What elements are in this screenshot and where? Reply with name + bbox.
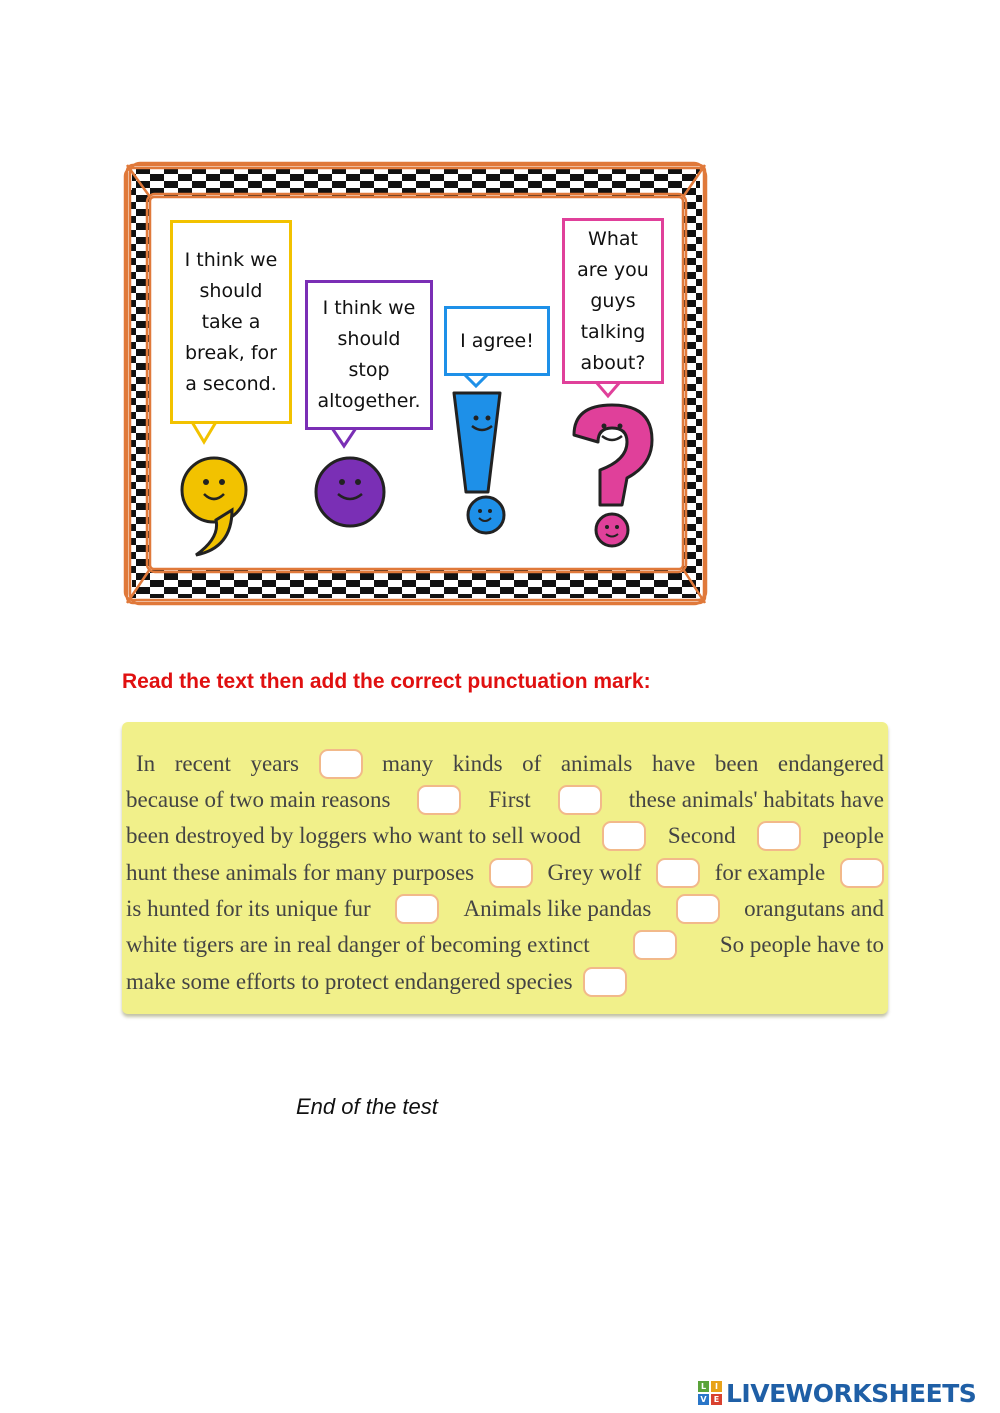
passage-line-6	[126, 927, 884, 963]
passage-word: recent	[174, 751, 231, 776]
exclamation-speech-text: I agree!	[460, 329, 534, 352]
full-stop-speech-bubble	[305, 280, 433, 430]
passage-word: have	[651, 751, 696, 776]
passage-word: animals	[560, 751, 633, 776]
punctuation-blank-2[interactable]	[417, 785, 461, 815]
passage-line-7	[126, 964, 884, 1000]
logo-mark-letter: E	[711, 1394, 722, 1405]
passage-text: been destroyed by loggers who want to sell wood	[126, 823, 581, 848]
passage-text: First	[488, 787, 531, 812]
passage-text: orangutans and	[744, 896, 884, 921]
passage-word: years	[250, 751, 299, 776]
full-stop-character	[316, 458, 384, 526]
passage-text: is hunted for its unique fur	[126, 896, 371, 921]
punctuation-blank-7[interactable]	[656, 858, 700, 888]
liveworksheets-logo-text: LIVEWORKSHEETS	[726, 1378, 977, 1408]
passage-text: white tigers are in real danger of becoming extinct	[126, 932, 590, 957]
passage-box	[122, 722, 888, 1014]
punctuation-blank-6[interactable]	[489, 858, 533, 888]
passage-word: many	[382, 751, 434, 776]
passage-text: Grey wolf	[547, 860, 642, 885]
passage-text: these animals' habitats have	[628, 787, 884, 812]
full-stop-speech-text: I think we should stop altogether.	[317, 297, 421, 412]
passage-word: of	[522, 751, 542, 776]
question-speech-text: What are you guys talking about?	[577, 227, 649, 374]
passage-word: been	[714, 751, 759, 776]
passage-text: hunt these animals for many purposes	[126, 860, 475, 885]
passage-line-4	[126, 855, 884, 891]
passage-line-3	[126, 818, 884, 854]
end-of-test-text: End of the test	[296, 1094, 438, 1119]
passage-text: Second	[667, 823, 736, 848]
punctuation-blank-8[interactable]	[840, 858, 884, 888]
punctuation-poster	[122, 160, 710, 608]
passage-text: make some efforts to protect endangered species	[126, 969, 573, 994]
passage-word: In	[136, 751, 156, 776]
question-speech-bubble	[562, 218, 664, 384]
passage-line-5	[126, 891, 884, 927]
passage-text: Animals like pandas	[463, 896, 652, 921]
punctuation-blank-3[interactable]	[558, 785, 602, 815]
punctuation-blank-9[interactable]	[395, 894, 439, 924]
comma-speech-text: I think we should take a break, for a second.	[184, 248, 278, 395]
punctuation-blank-12[interactable]	[583, 967, 627, 997]
passage-text: people	[822, 823, 884, 848]
passage-word: endangered	[777, 751, 884, 776]
logo-mark-letter: L	[698, 1381, 709, 1392]
passage-line-2	[126, 782, 884, 818]
liveworksheets-logo-icon	[698, 1381, 722, 1405]
punctuation-blank-11[interactable]	[633, 930, 677, 960]
passage-text: for example	[714, 860, 826, 885]
passage-line-1	[136, 746, 884, 782]
logo-mark-letter: V	[698, 1394, 709, 1405]
passage-text: because of two main reasons	[126, 787, 391, 812]
instruction-heading: Read the text then add the correct punctuation mark:	[122, 670, 651, 693]
punctuation-blank-4[interactable]	[602, 821, 646, 851]
comma-speech-bubble	[170, 220, 292, 424]
punctuation-blank-1[interactable]	[319, 749, 363, 779]
logo-mark-letter: I	[711, 1381, 722, 1392]
liveworksheets-logo[interactable]	[698, 1378, 976, 1408]
passage-text: So people have to	[719, 932, 884, 957]
passage-word: kinds	[452, 751, 503, 776]
exclamation-speech-bubble	[444, 306, 550, 376]
punctuation-blank-10[interactable]	[676, 894, 720, 924]
punctuation-blank-5[interactable]	[757, 821, 801, 851]
